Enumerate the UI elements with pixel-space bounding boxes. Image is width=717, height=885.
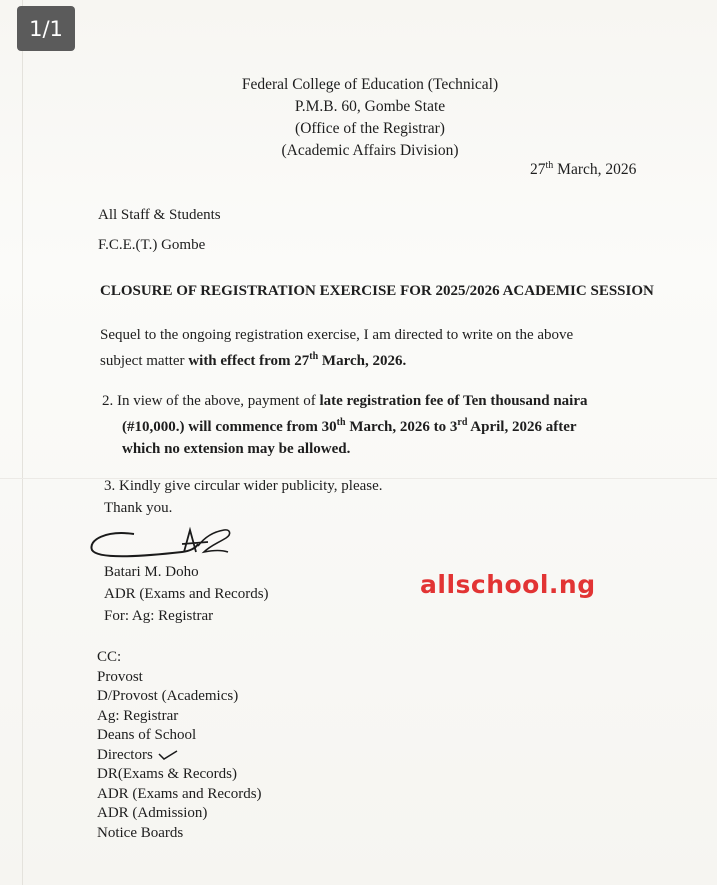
signatory-title: ADR (Exams and Records) [104, 586, 269, 602]
signature-image [86, 522, 236, 562]
signatory-for: For: Ag: Registrar [104, 608, 214, 624]
subject-heading: CLOSURE OF REGISTRATION EXERCISE FOR 2025/2026 ACADEMIC SESSION [100, 283, 654, 299]
page-counter-badge[interactable]: 1/1 [17, 6, 75, 51]
page-edge [22, 0, 23, 885]
cc-item: Deans of School [97, 727, 197, 743]
cc-item: Provost [97, 668, 143, 685]
cc-item-directors: Directors [97, 746, 262, 766]
paragraph-1: Sequel to the ongoing registration exercise, I am directed to write on the above subject matter with effect from 27th March, 2026. [100, 327, 574, 369]
paragraph-2: 2. In view of the above, payment of late registration fee of Ten thousand naira (#10,000.) will commence from 30th March, 2026 to 3rd April, 2026 after which no extension may be allowed. [102, 393, 588, 457]
tick-mark-icon [157, 749, 179, 761]
cc-item: Ag: Registrar [97, 707, 179, 724]
letterhead-office: (Office of the Registrar) [295, 120, 445, 137]
letterhead-division: (Academic Affairs Division) [281, 142, 459, 159]
paragraph-3: 3. Kindly give circular wider publicity, please. [104, 478, 383, 494]
cc-item: ADR (Admission) [97, 805, 208, 821]
cc-item: Notice Boards [97, 824, 184, 841]
cc-list [97, 648, 262, 843]
recipient-line-2: F.C.E.(T.) Gombe [98, 237, 206, 253]
cc-item: ADR (Exams and Records) [97, 785, 262, 802]
cc-item: D/Provost (Academics) [97, 688, 239, 704]
closing-text: Thank you. [104, 500, 173, 516]
letterhead-address: P.M.B. 60, Gombe State [294, 98, 446, 115]
recipient-line-1: All Staff & Students [98, 207, 221, 223]
cc-heading: CC: [97, 649, 122, 665]
letter-date: 27th March, 2026 [530, 160, 637, 179]
site-watermark: allschool.ng [420, 570, 596, 599]
cc-item: DR(Exams & Records) [97, 766, 237, 782]
letterhead-institution: Federal College of Education (Technical) [241, 76, 499, 93]
signatory-name: Batari M. Doho [104, 564, 199, 580]
